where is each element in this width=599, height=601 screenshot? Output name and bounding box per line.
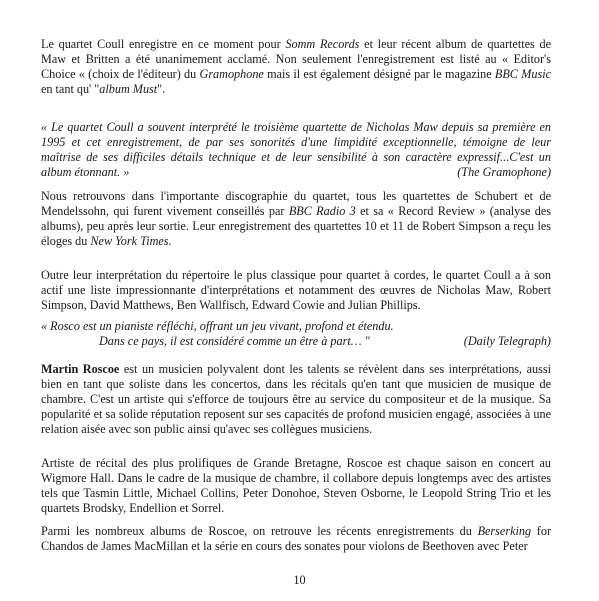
quote-source: (The Gramophone) <box>457 165 551 180</box>
artist-name: Martin Roscoe <box>41 362 120 376</box>
paragraph-roscoe-albums <box>41 524 551 554</box>
magazine-name: BBC Music <box>494 67 551 82</box>
radio-name: BBC Radio 3 <box>288 204 356 219</box>
text: ". <box>157 82 166 97</box>
work-title: Berserking <box>477 524 532 538</box>
text: for Chandos de James MacMillan et la série en cours des sonates pour violons de Beethoven avec Peter <box>41 524 551 554</box>
magazine-name: Gramophone <box>199 67 264 82</box>
paragraph-roscoe-bio <box>41 362 551 437</box>
quote-telegraph <box>41 319 551 349</box>
text: Le quartet Coull enregistre en ce moment pour <box>41 37 286 51</box>
text: en tant qu' " <box>41 82 100 97</box>
quote-line: Dans ce pays, il est considéré comme un être à part… " <box>99 334 370 349</box>
paragraph-coull-recording <box>41 37 551 97</box>
quote-text: « Le quartet Coull a souvent interprété le troisième quartette de Nicholas Maw depuis sa première en 1995 et cet enregistrement, de par ses sonorités d'une limpidité exceptionnelle, témoigne de leur maîtrise de ses difficiles détails technique et de leur sensibilité à son caractère expressif...C'est un album étonnant. » <box>41 120 551 180</box>
text: et sa « Record Review » (analyse des albums), peu après leur sortie. Leur enregistrement des quartettes 10 et 11 de Robert Simpson a reçu les éloges du <box>41 204 551 249</box>
newspaper-name: New York Times <box>90 234 169 249</box>
text: . <box>168 234 172 249</box>
text: est un musicien polyvalent dont les talents se révèlent dans ses interprétations, aussi bien en tant que soliste dans les concertos, dans les récitals qu'en tant que musicien de musique de chambre. C'est un artiste qui s'efforce de toujours être au service du compositeur et de la musique. Sa popularité et sa solide réputation reposent sur ses capacités de profond musicien engagé, associées à une relation aisée avec son public ainsi qu'avec ses collègues musiciens. <box>41 362 551 437</box>
text: Parmi les nombreux albums de Roscoe, on retrouve les récents enregistrements du <box>41 524 478 538</box>
quote-gramophone <box>41 120 551 180</box>
album-must: album Must <box>99 82 158 97</box>
quote-line: « Rosco est un pianiste réfléchi, offrant un jeu vivant, profond et étendu. <box>41 319 394 333</box>
quote-line-row <box>41 334 551 349</box>
text: Nous retrouvons dans l'importante discographie du quartet, tous les quartettes de Schubert et de Mendelssohn, qui furent vivement conseillés par <box>41 189 551 219</box>
page-number: 10 <box>293 573 306 587</box>
paragraph-discography <box>41 189 551 249</box>
paragraph-repertoire <box>41 268 551 313</box>
text: mais il est également désigné par le magazine <box>263 67 495 82</box>
text: Outre leur interprétation du répertoire le plus classique pour quartet à cordes, le quartet Coull a à son actif une liste impressionnante d'interprétations et notamment des œuvres de Nicholas Maw, Robert Simpson, David Matthews, Ben Wallfisch, Edward Cowie and Julian Phillips. <box>41 268 551 313</box>
text: Artiste de récital des plus prolifiques de Grande Bretagne, Roscoe est chaque saison en concert au Wigmore Hall. Dans le cadre de la musique de chambre, il collabore depuis longtemps avec des artistes tels que Tasmin Little, Michael Collins, Peter Donohoe, Steven Osborne, le Leopold String Trio et les quartets Brodsky, Endellion et Sorrel. <box>41 456 551 516</box>
quote-source: (Daily Telegraph) <box>463 334 551 349</box>
label-name: Somm Records <box>285 37 360 51</box>
paragraph-roscoe-recitals <box>41 456 551 516</box>
text: et leur récent album de quartettes de Maw et Britten a été unanimement acclamé. Non seulement l'enregistrement est listé au « Editor's Choice « (choix de l'éditeur) du <box>41 37 552 82</box>
